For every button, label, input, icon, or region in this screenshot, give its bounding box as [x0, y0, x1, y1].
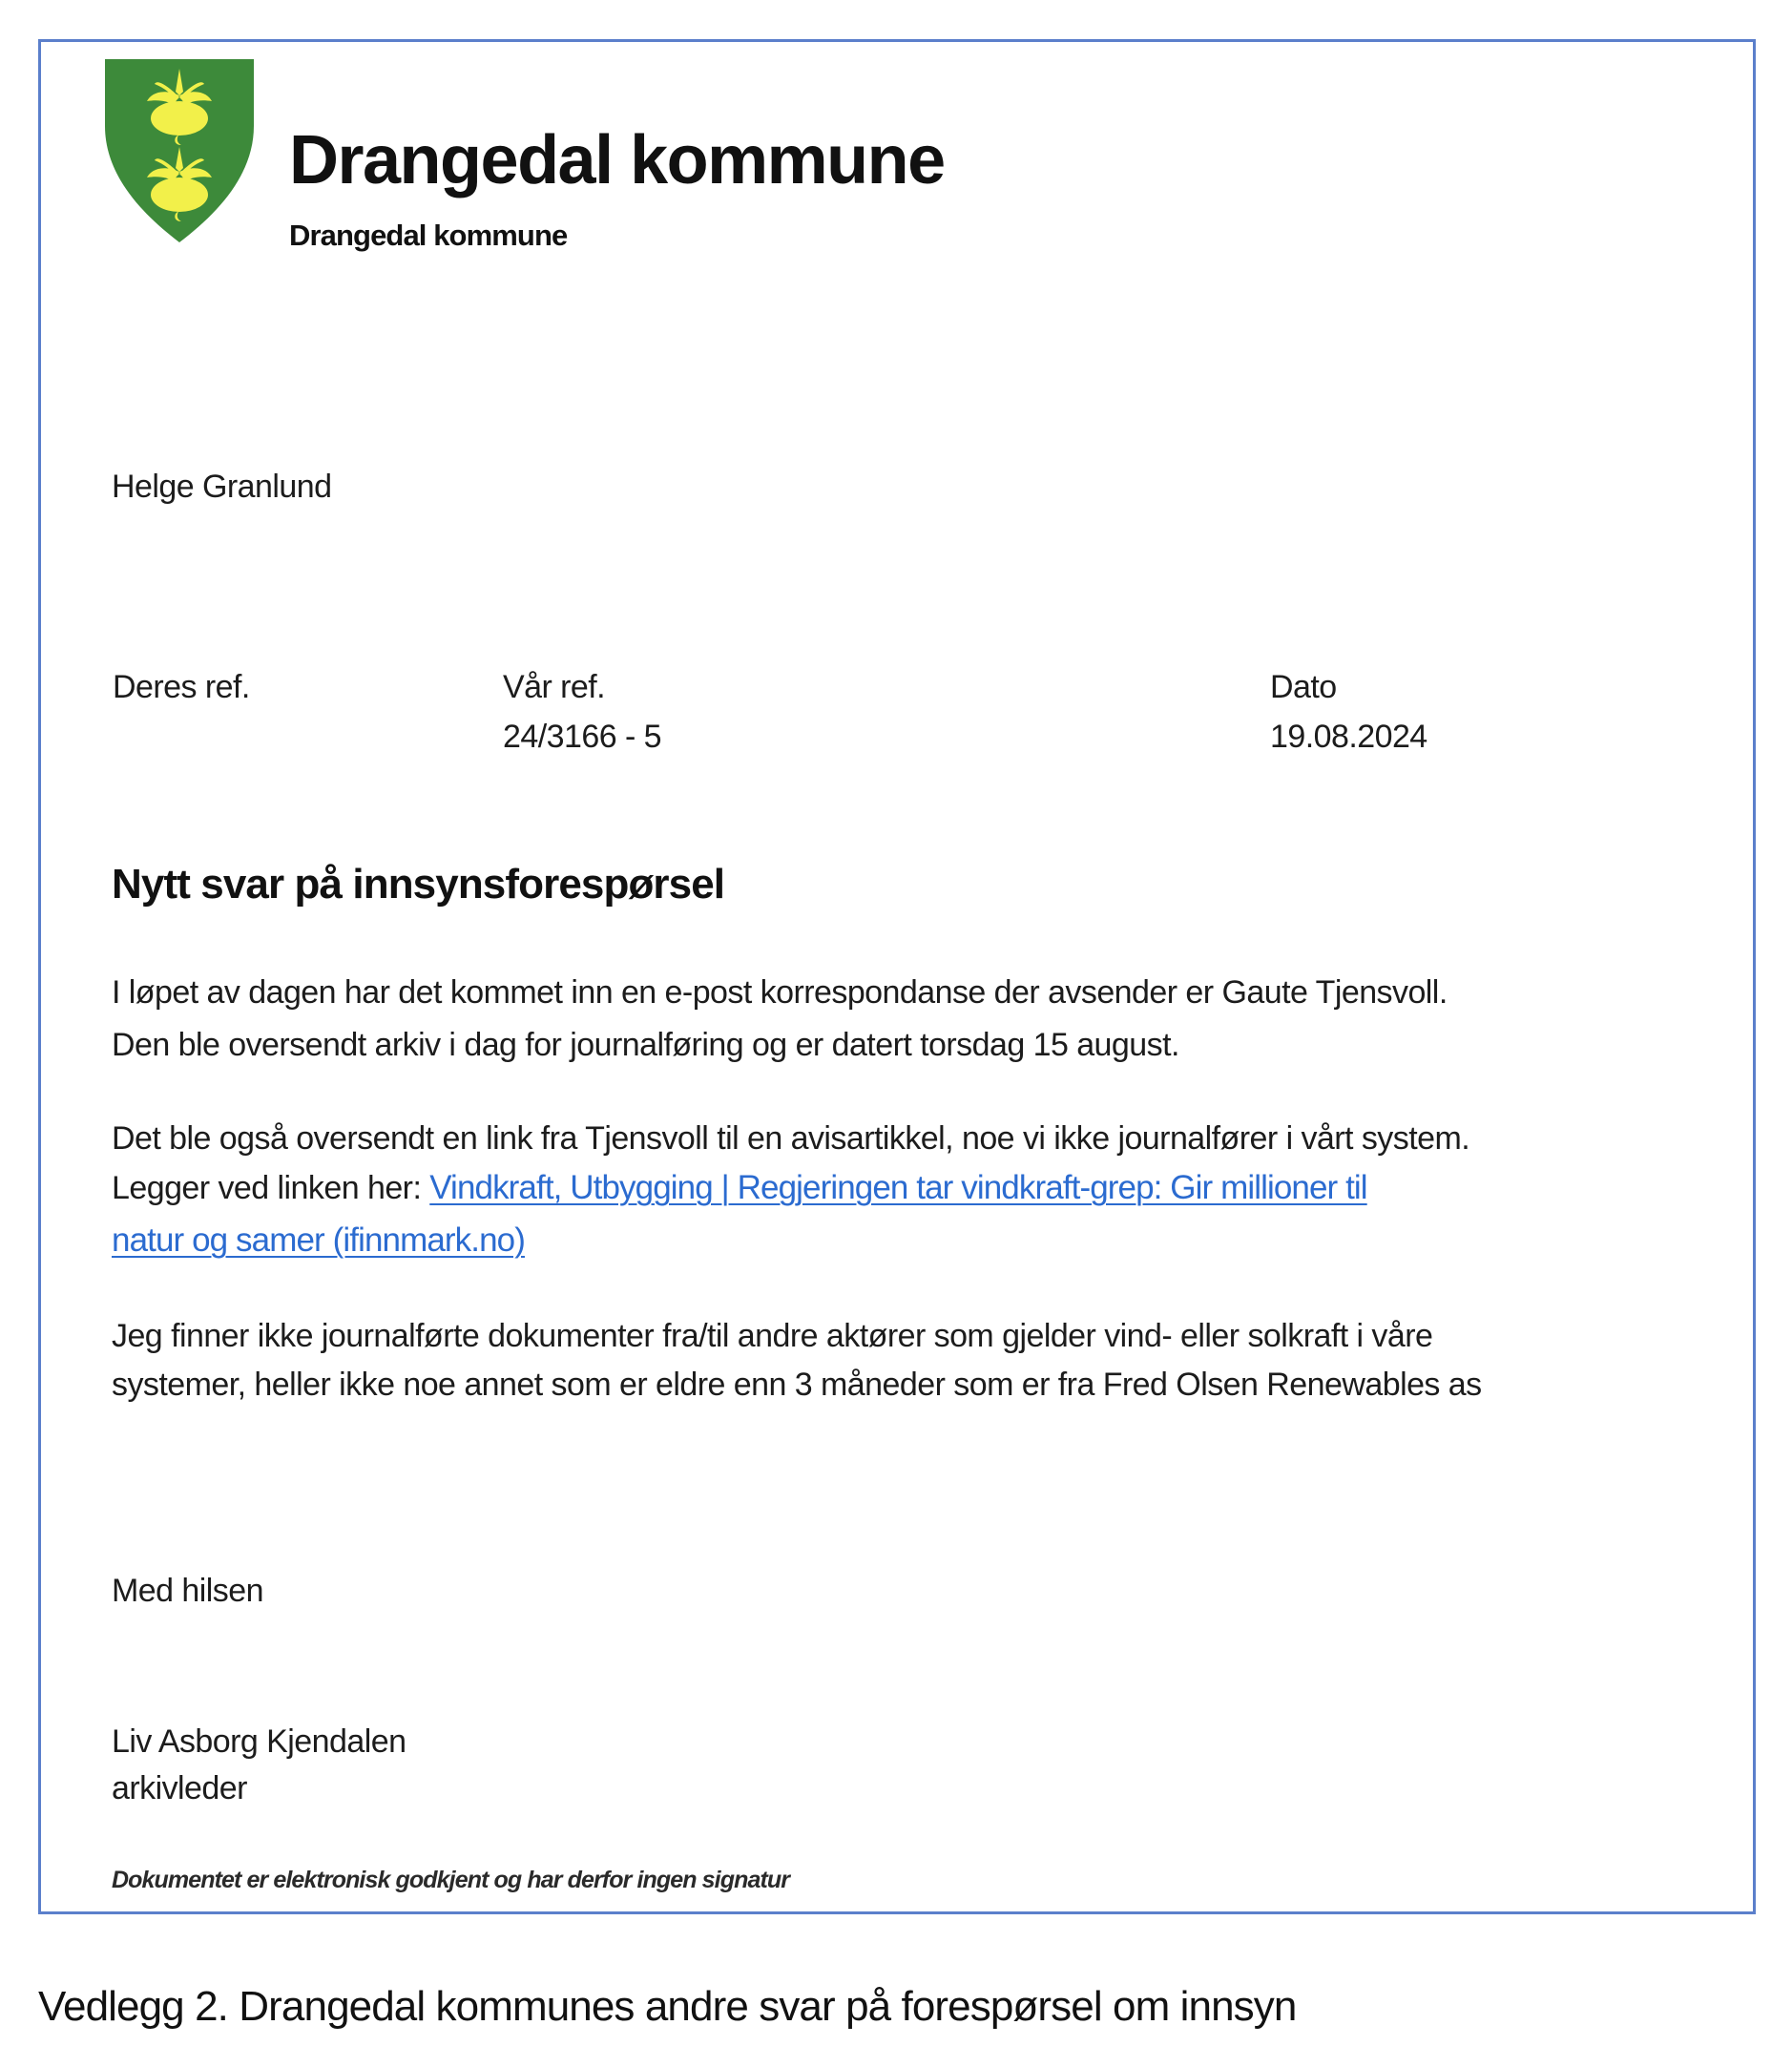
paragraph-3-line-1: Jeg finner ikke journalførte dokumenter fra/til andre aktører som gjelder vind- eller solkraft i våre [112, 1318, 1433, 1354]
deres-ref-label: Deres ref. [113, 669, 250, 705]
electronic-approval-note: Dokumentet er elektronisk godkjent og har derfor ingen signatur [112, 1867, 790, 1893]
municipality-subtitle: Drangedal kommune [289, 219, 568, 252]
paragraph-2-line-3 [112, 1221, 525, 1260]
letter-heading: Nytt svar på innsynsforespørsel [112, 861, 725, 908]
dato-value: 19.08.2024 [1270, 719, 1427, 755]
paragraph-1-line-2: Den ble oversendt arkiv i dag for journalføring og er datert torsdag 15 august. [112, 1027, 1179, 1063]
paragraph-3-line-2: systemer, heller ikke noe annet som er eldre enn 3 måneder som er fra Fred Olsen Renewables as [112, 1367, 1482, 1403]
dato-label: Dato [1270, 669, 1337, 705]
signer-title: arkivleder [112, 1770, 247, 1806]
recipient-name: Helge Granlund [112, 469, 332, 505]
closing-greeting: Med hilsen [112, 1573, 263, 1609]
drangedal-coat-of-arms-icon [105, 59, 254, 242]
paragraph-2-line-1: Det ble også oversendt en link fra Tjensvoll til en avisartikkel, noe vi ikke journalfører i vårt system. [112, 1120, 1470, 1157]
municipality-title: Drangedal kommune [289, 122, 945, 198]
article-link[interactable]: Vindkraft, Utbygging | Regjeringen tar vindkraft-grep: Gir millioner til [429, 1169, 1367, 1206]
paragraph-1-line-1: I løpet av dagen har det kommet inn en e-post korrespondanse der avsender er Gaute Tjensvoll. [112, 974, 1448, 1011]
paragraph-2-line-2 [112, 1169, 1367, 1207]
link-intro-text: Legger ved linken her: [112, 1170, 430, 1206]
attachment-caption: Vedlegg 2. Drangedal kommunes andre svar på forespørsel om innsyn [38, 1983, 1297, 2030]
var-ref-label: Vår ref. [503, 669, 606, 705]
signer-name: Liv Asborg Kjendalen [112, 1723, 406, 1760]
article-link-continued[interactable]: natur og samer (ifinnmark.no) [112, 1221, 525, 1259]
var-ref-value: 24/3166 - 5 [503, 719, 661, 755]
